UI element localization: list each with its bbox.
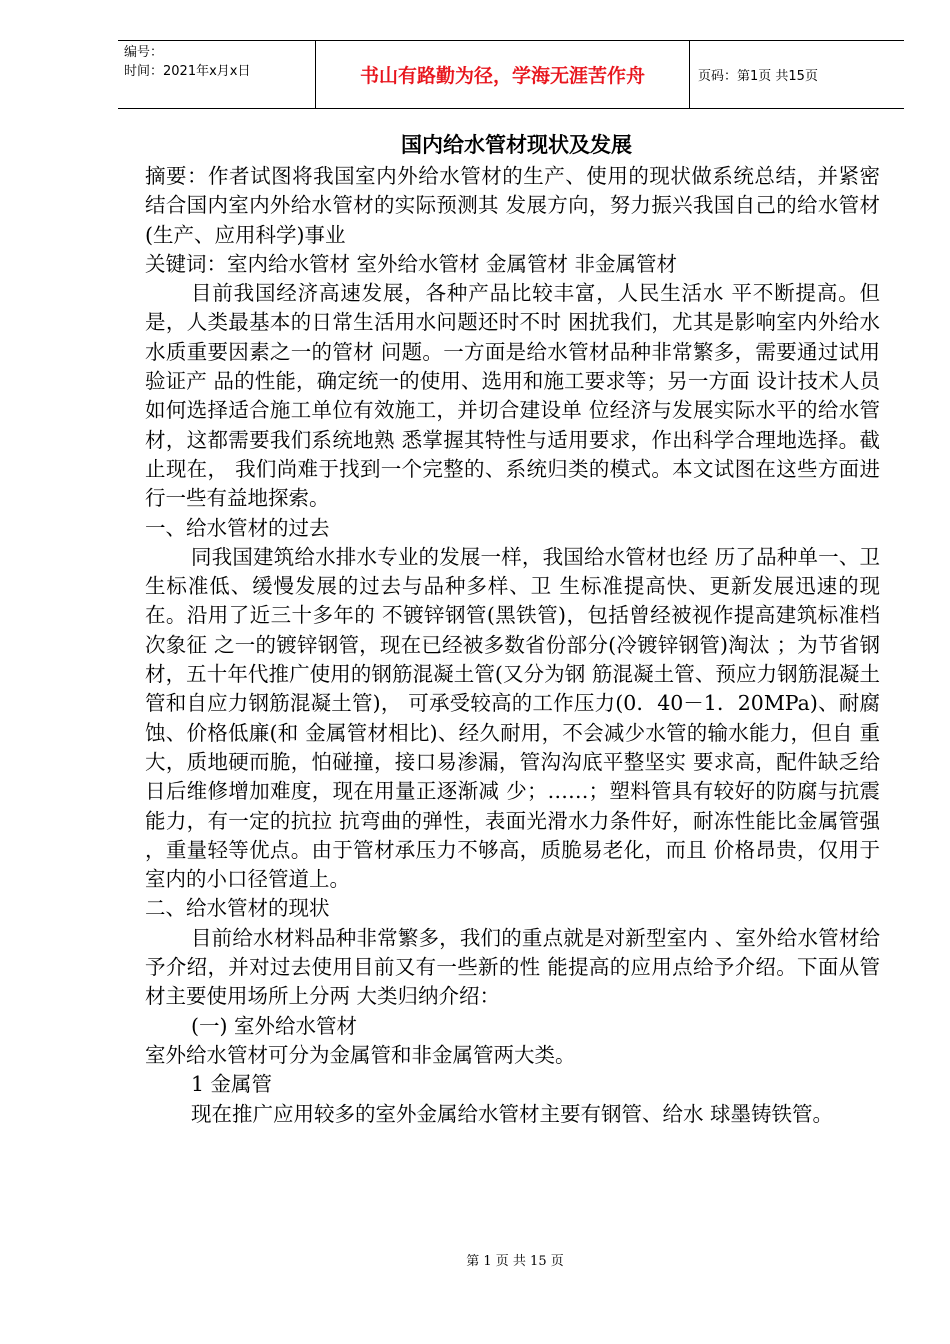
keywords-line: 关键词：室内给水管材 室外给水管材 金属管材 非金属管材: [145, 251, 678, 276]
article-title: 国内给水管材现状及发展: [401, 132, 632, 157]
section1-paragraph: 同我国建筑给水排水专业的发展一样，我国给水管材也经 历了品种单一、卫生标准低、缓慢发展的过去与品种多样、卫 生标准提高快、更新发展迅速的现在。沿用了近三十多年的 不镀锌钢管(黑铁管)，包括曾经被视作提高建筑标准档次象征 之一的镀锌钢管，现在已经被多数省份部分(冷镀锌钢管)淘汰 ；为节省钢材，五十年代推广使用的钢筋混凝土管(又分为钢 筋混凝土管、预应力钢筋混凝土管和自应力钢筋混凝土管)， 可承受较高的工作压力(0．40－1．20MPa)、耐腐蚀、价格低廉(和 金属管材相比)、经久耐用，不会减少水管的输水能力，但自 重大，质地硬而脆，怕碰撞，接口易渗漏，管沟沟底平整坚实 要求高，配件缺乏给日后维修增加难度，现在用量正逐渐减 少；……；塑料管具有较好的防腐与抗震能力，有一定的抗拉 抗弯曲的弹性，表面光滑水力条件好，耐冻性能比金属管强 ，重量轻等优点。由于管材承压力不够高，质脆易老化，而且 价格昂贵，仅用于室内的小口径管道上。: [145, 544, 880, 892]
header-page-label: 页码：第1页 共15页: [698, 69, 818, 84]
section2-paragraph: 目前给水材料品种非常繁多，我们的重点就是对新型室内 、室外给水管材给予介绍，并对过去使用目前又有一些新的性 能提高的应用点给予介绍。下面从管材主要使用场所上分两 大类归纳介绍：: [145, 925, 880, 1009]
time-label: 时间：2021年x月x日: [124, 64, 251, 79]
article-body: [145, 128, 880, 1129]
number-label: 编号：: [124, 45, 164, 60]
item1-paragraph: 现在推广应用较多的室外金属给水管材主要有钢管、给水 球墨铸铁管。: [191, 1101, 834, 1126]
item1-heading: 1 金属管: [191, 1072, 273, 1097]
abstract-paragraph: 摘要：作者试图将我国室内外给水管材的生产、使用的现状做系统总结，并紧密结合国内室内外给水管材的实际预测其 发展方向，努力振兴我国自己的给水管材(生产、应用科学)事业: [145, 164, 880, 247]
section1-heading: 一、给水管材的过去: [145, 515, 330, 540]
intro-paragraph: 目前我国经济高速发展，各种产品比较丰富，人民生活水 平不断提高。但是，人类最基本的日常生活用水问题还时不时 困扰我们，尤其是影响室内外给水水质重要因素之一的管材 问题。一方面是给水管材品种非常繁多，需要通过试用验证产 品的性能，确定统一的使用、选用和施工要求等；另一方面 设计技术人员如何选择适合施工单位有效施工，并切合建设单 位经济与发展实际水平的给水管材，这都需要我们系统地熟 悉掌握其特性与适用要求，作出科学合理地选择。截止现在， 我们尚难于找到一个完整的、系统归类的模式。本文试图在这些方面进行一些有益地探索。: [145, 281, 880, 511]
section2-heading: 二、给水管材的现状: [145, 896, 330, 921]
subsection1-paragraph: 室外给水管材可分为金属管和非金属管两大类。: [145, 1042, 576, 1067]
subsection1-heading: (一) 室外给水管材: [191, 1013, 358, 1038]
page-footer: 第 1 页 共 15 页: [466, 1254, 564, 1269]
header-motto: 书山有路勤为径，学海无涯苦作舟: [316, 41, 690, 108]
header-meta: [118, 41, 316, 108]
page-header: [118, 40, 904, 109]
